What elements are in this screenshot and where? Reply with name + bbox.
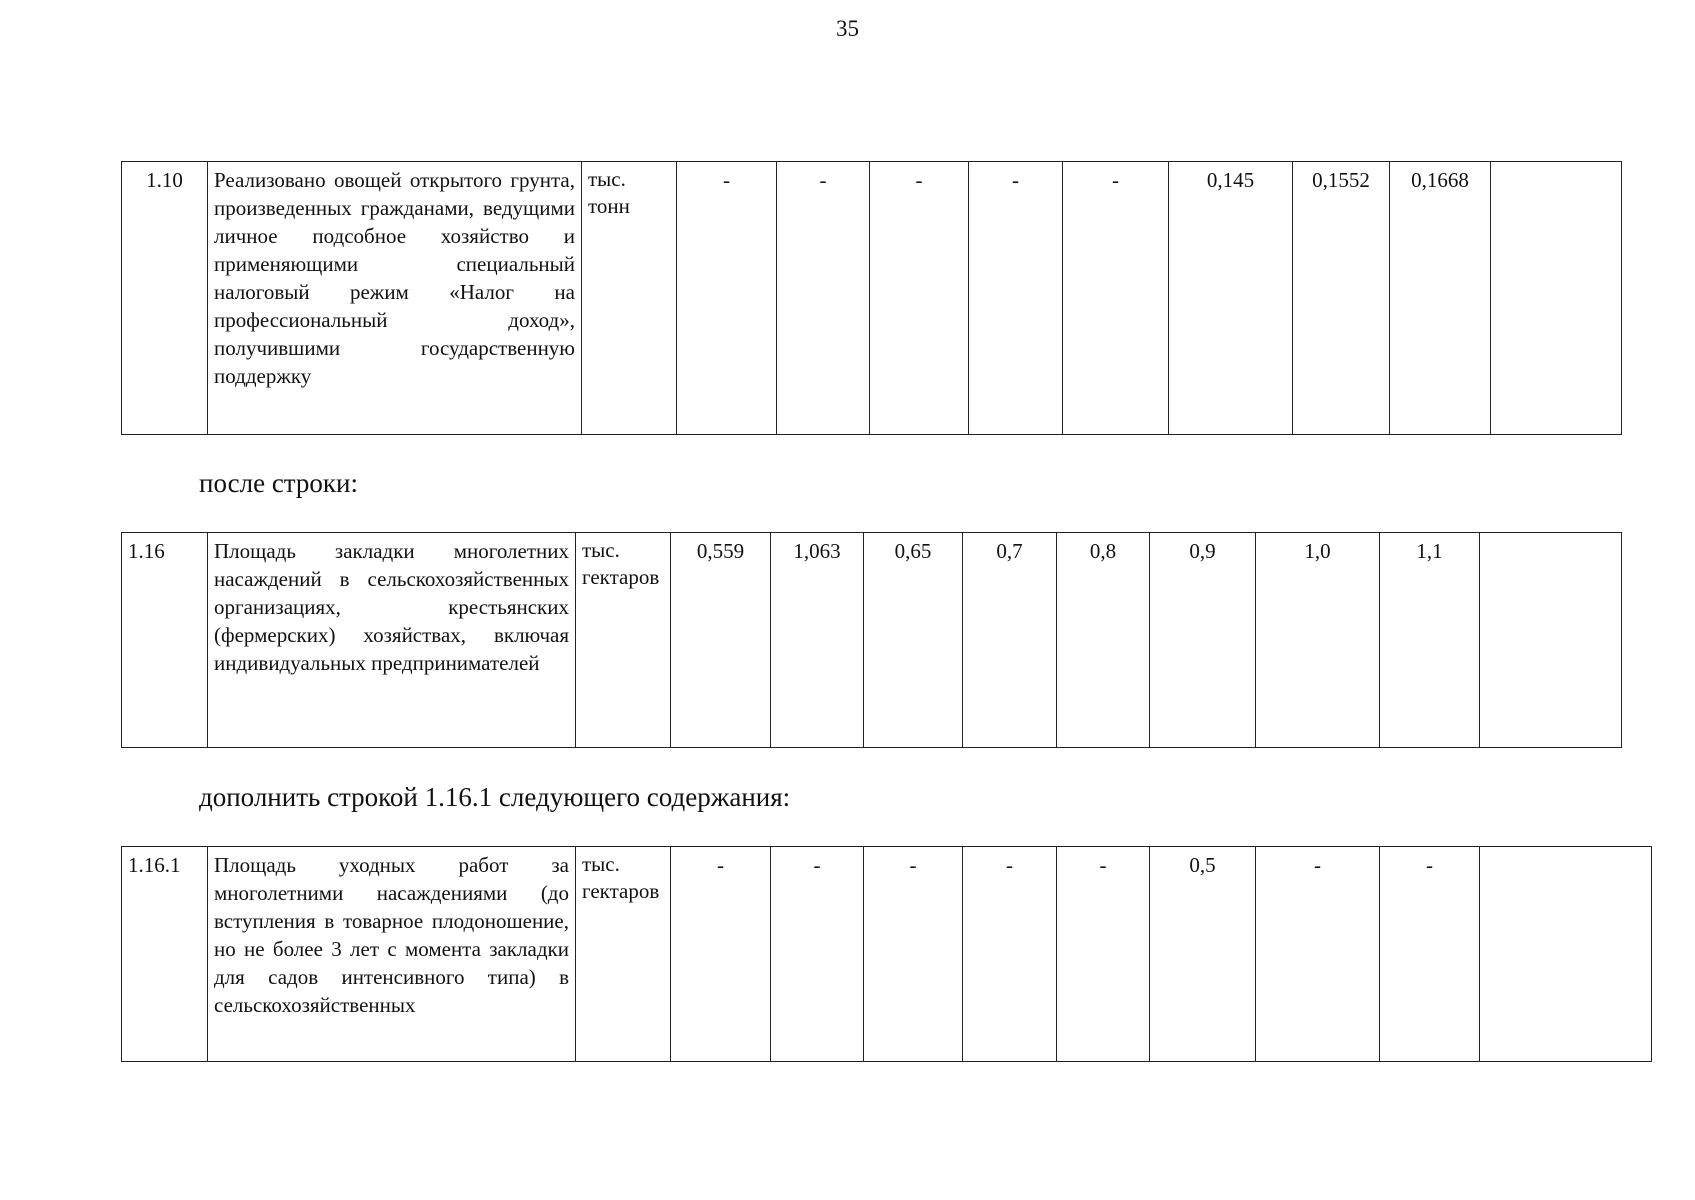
value-cell: - xyxy=(963,847,1057,1062)
table-row-1-10 xyxy=(121,161,1622,435)
value-cell: 0,1668 xyxy=(1390,162,1491,435)
row-number: 1.16.1 xyxy=(122,847,208,1062)
value-cell: 1,063 xyxy=(771,533,864,748)
value-cell: 0,1552 xyxy=(1293,162,1390,435)
value-cell: - xyxy=(864,847,963,1062)
value-cell xyxy=(1480,533,1622,748)
value-cell: - xyxy=(771,847,864,1062)
unit-cell xyxy=(576,533,671,748)
value-cell: - xyxy=(671,847,771,1062)
table-row-1-16-1 xyxy=(121,846,1652,1062)
unit-line-1: тыс. xyxy=(588,167,626,191)
table-row-1-16 xyxy=(121,532,1622,748)
value-cell: - xyxy=(777,162,870,435)
value-cell: - xyxy=(677,162,777,435)
value-cell xyxy=(1480,847,1652,1062)
unit-line-2: тонн xyxy=(588,194,630,218)
page-number: 35 xyxy=(836,16,859,41)
value-cell: 0,8 xyxy=(1057,533,1150,748)
indicator-description: Реализовано овощей открытого грунта, произведенных гражданами, ведущими личное подсобное хозяйство и применяющими специальный налоговый режим «Налог на профессиональный доход», получившими государственную поддержку xyxy=(208,162,582,435)
value-cell: - xyxy=(1256,847,1380,1062)
indicator-description: Площадь уходных работ за многолетними насаждениями (до вступления в товарное плодоношение, но не более 3 лет с момента закладки для садов интенсивного типа) в сельскохозяйственных xyxy=(208,847,576,1062)
value-cell: - xyxy=(1380,847,1480,1062)
value-cell: 0,145 xyxy=(1169,162,1293,435)
unit-line-2: гектаров xyxy=(582,879,660,903)
value-cell: 1,1 xyxy=(1380,533,1480,748)
value-cell: - xyxy=(1057,847,1150,1062)
value-cell: 0,559 xyxy=(671,533,771,748)
value-cell: 1,0 xyxy=(1256,533,1380,748)
value-cell: 0,9 xyxy=(1150,533,1256,748)
caption-after-row: после строки: xyxy=(199,468,358,498)
unit-cell xyxy=(576,847,671,1062)
row-number: 1.10 xyxy=(122,162,208,435)
unit-line-1: тыс. xyxy=(582,852,620,876)
value-cell: - xyxy=(969,162,1063,435)
value-cell: - xyxy=(1063,162,1169,435)
row-number: 1.16 xyxy=(122,533,208,748)
value-cell: 0,7 xyxy=(963,533,1057,748)
value-cell: 0,65 xyxy=(864,533,963,748)
unit-line-2: гектаров xyxy=(582,565,660,589)
unit-line-1: тыс. xyxy=(582,538,620,562)
indicator-description: Площадь закладки многолетних насаждений в сельскохозяйственных организациях, крестьянских (фермерских) хозяйствах, включая индивидуальных предпринимателей xyxy=(208,533,576,748)
unit-cell xyxy=(582,162,677,435)
value-cell: - xyxy=(870,162,969,435)
value-cell xyxy=(1491,162,1622,435)
caption-add-row: дополнить строкой 1.16.1 следующего содержания: xyxy=(199,782,791,812)
value-cell: 0,5 xyxy=(1150,847,1256,1062)
